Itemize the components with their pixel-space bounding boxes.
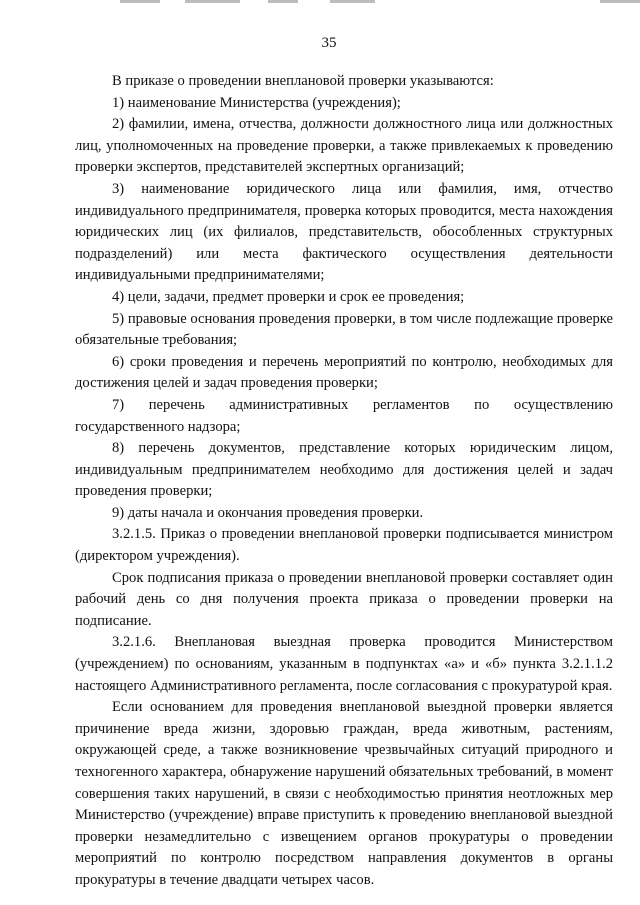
list-item: 1) наименование Министерства (учреждения); [112,94,401,111]
paragraph: 3.2.1.6. Внеплановая выездная проверка проводится Министерством (учреждением) по основаниям, указанным в подпунктах «а» и «б» пункта 3.2.1.1.2 настоящего Административного регламента, после согласования с прокуратурой края. [75,634,613,694]
list-item: 9) даты начала и окончания проведения проверки. [112,504,424,521]
paragraph: Срок подписания приказа о проведении внеплановой проверки составляет один рабочий день со дня получения проекта приказа о проведении проверки на подписание. [75,569,613,629]
list-item: 5) правовые основания проведения проверки, в том числе подлежащие проверке обязательные требования; [75,310,613,349]
list-item: 6) сроки проведения и перечень мероприятий по контролю, необходимых для достижения целей и задач проведения проверки; [75,353,613,392]
list-item: 2) фамилии, имена, отчества, должности должностного лица или должностных лиц, уполномоченных на проведение проверки, а также привлекаемых к проведению проверки экспертов, представителей экспертных организаций; [75,116,613,176]
page-number: 35 [321,35,337,51]
paragraph: В приказе о проведении внеплановой проверки указываются: [112,73,494,89]
list-item: 7) перечень административных регламентов по осуществлению государственного надзора; [75,396,613,435]
paragraph: 3.2.1.5. Приказ о проведении внеплановой проверки подписывается министром (директором учреждения). [75,526,613,565]
list-item: 3) наименование юридического лица или фамилия, имя, отчество индивидуального предпринимателя, проверка которых проводится, места нахождения юридических лиц (их филиалов, представительств, обособленных структурных подразделений) или места фактического осуществления деятельности индивидуальными предпринимателями; [75,180,613,284]
document-body [75,71,613,892]
scan-edge-marks [0,0,640,6]
paragraph: Если основанием для проведения внеплановой выездной проверки является причинение вреда жизни, здоровью граждан, вреда животным, растениям, окружающей среде, а также возникновение чрезвычайных ситуаций природного и техногенного характера, обнаружение нарушений обязательных требований, в момент совершения таких нарушений, в связи с необходимостью принятия неотложных мер Министерство (учреждение) вправе приступить к проведению внеплановой выездной проверки незамедлительно с извещением органов прокуратуры о проведении мероприятий по контролю посредством направления документов в органы прокуратуры в течение двадцати четырех часов. [75,699,613,888]
list-item: 8) перечень документов, представление которых юридическим лицом, индивидуальным предпринимателем необходимо для достижения целей и задач проведения проверки; [75,440,613,500]
list-item: 4) цели, задачи, предмет проверки и срок ее проведения; [112,288,465,305]
